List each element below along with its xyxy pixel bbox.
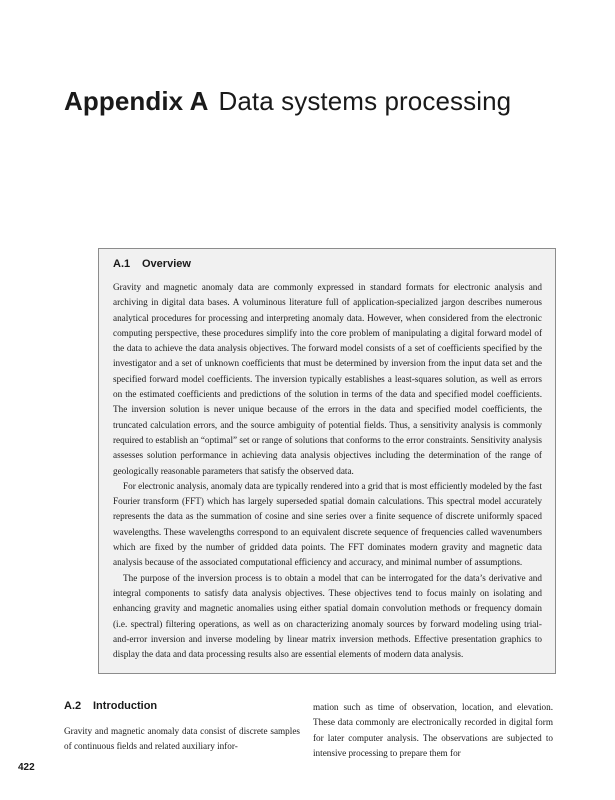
section-number: A.2 xyxy=(64,700,82,712)
introduction-heading xyxy=(64,700,300,712)
overview-paragraph: Gravity and magnetic anomaly data are commonly expressed in standard formats for electronic analysis and archiving in digital data bases. A voluminous literature full of application-specialized jargon describes numerous analytical procedures for processing and interpreting anomaly data. However, when considered from the electronic computing perspective, these procedures simplify into the core problem of manipulating a digital forward model of the data to achieve the data analysis objectives. The forward model consists of a set of coefficients specified by the investigator and a set of unknown coefficients that must be determined by inversion from the input data set and the specified forward model coefficients. The inversion typically establishes a least-squares solution, as well as errors on the estimated coefficients and predictions of the solution in terms of the data and specified model coefficients. The inversion solution is never unique because of the errors in the data and specified model coefficients, the truncated calculation errors, and the source ambiguity of potential fields. Thus, a sensitivity analysis is commonly required to establish an “optimal” set or range of solutions that conforms to the error constraints. Sensitivity analysis assesses solution performance in achieving data analysis objectives including the determination of the range of geologically reasonable parameters that satisfy the observed data. xyxy=(113,282,542,476)
overview-paragraph: The purpose of the inversion process is to obtain a model that can be interrogated for the data’s derivative and integral components to satisfy data analysis objectives. These objectives tend to focus mainly on isolating and enhancing gravity and magnetic anomalies using either spatial domain convolution methods or frequency domain (i.e. spectral) filtering operations, as well as on characterizing anomaly sources by forward modeling using trial-and-error inversion and inverse modeling by linear matrix inversion methods. Effective presentation graphics to display the data and data processing results also are essential elements of modern data analysis. xyxy=(113,572,542,660)
page-number: 422 xyxy=(18,762,35,773)
introduction-paragraph-continued: mation such as time of observation, location, and elevation. These data commonly are electronically recorded in digital form for later computer analysis. The observations are subjected to intensive processing to prepare them for xyxy=(313,702,553,758)
section-title: Introduction xyxy=(93,700,158,712)
chapter-title-text: Data systems processing xyxy=(218,86,512,116)
overview-paragraph: For electronic analysis, anomaly data are typically rendered into a grid that is most efficiently modeled by the fast Fourier transform (FFT) which has largely superseded spatial domain calculations. This spectral model accurately represents the data as the summation of cosine and sine series over a finite sequence of discrete uniformly spaced wavelengths. These wavelengths correspond to an equivalent discrete sequence of frequencies called wavenumbers which are fixed by the number of gridded data points. The FFT dominates modern gravity and magnetic data analysis because of the associated computational efficiency and accuracy, and minimal number of assumptions. xyxy=(113,480,542,568)
overview-box xyxy=(98,248,556,674)
introduction-right-column xyxy=(313,700,553,761)
overview-heading xyxy=(113,258,542,270)
chapter-label: Appendix A xyxy=(64,86,209,116)
introduction-left-column xyxy=(64,700,300,755)
section-number: A.1 xyxy=(113,258,131,270)
introduction-paragraph: Gravity and magnetic anomaly data consist of discrete samples of continuous fields and related auxiliary infor- xyxy=(64,726,300,752)
chapter-title xyxy=(64,86,511,117)
section-title: Overview xyxy=(142,258,191,270)
